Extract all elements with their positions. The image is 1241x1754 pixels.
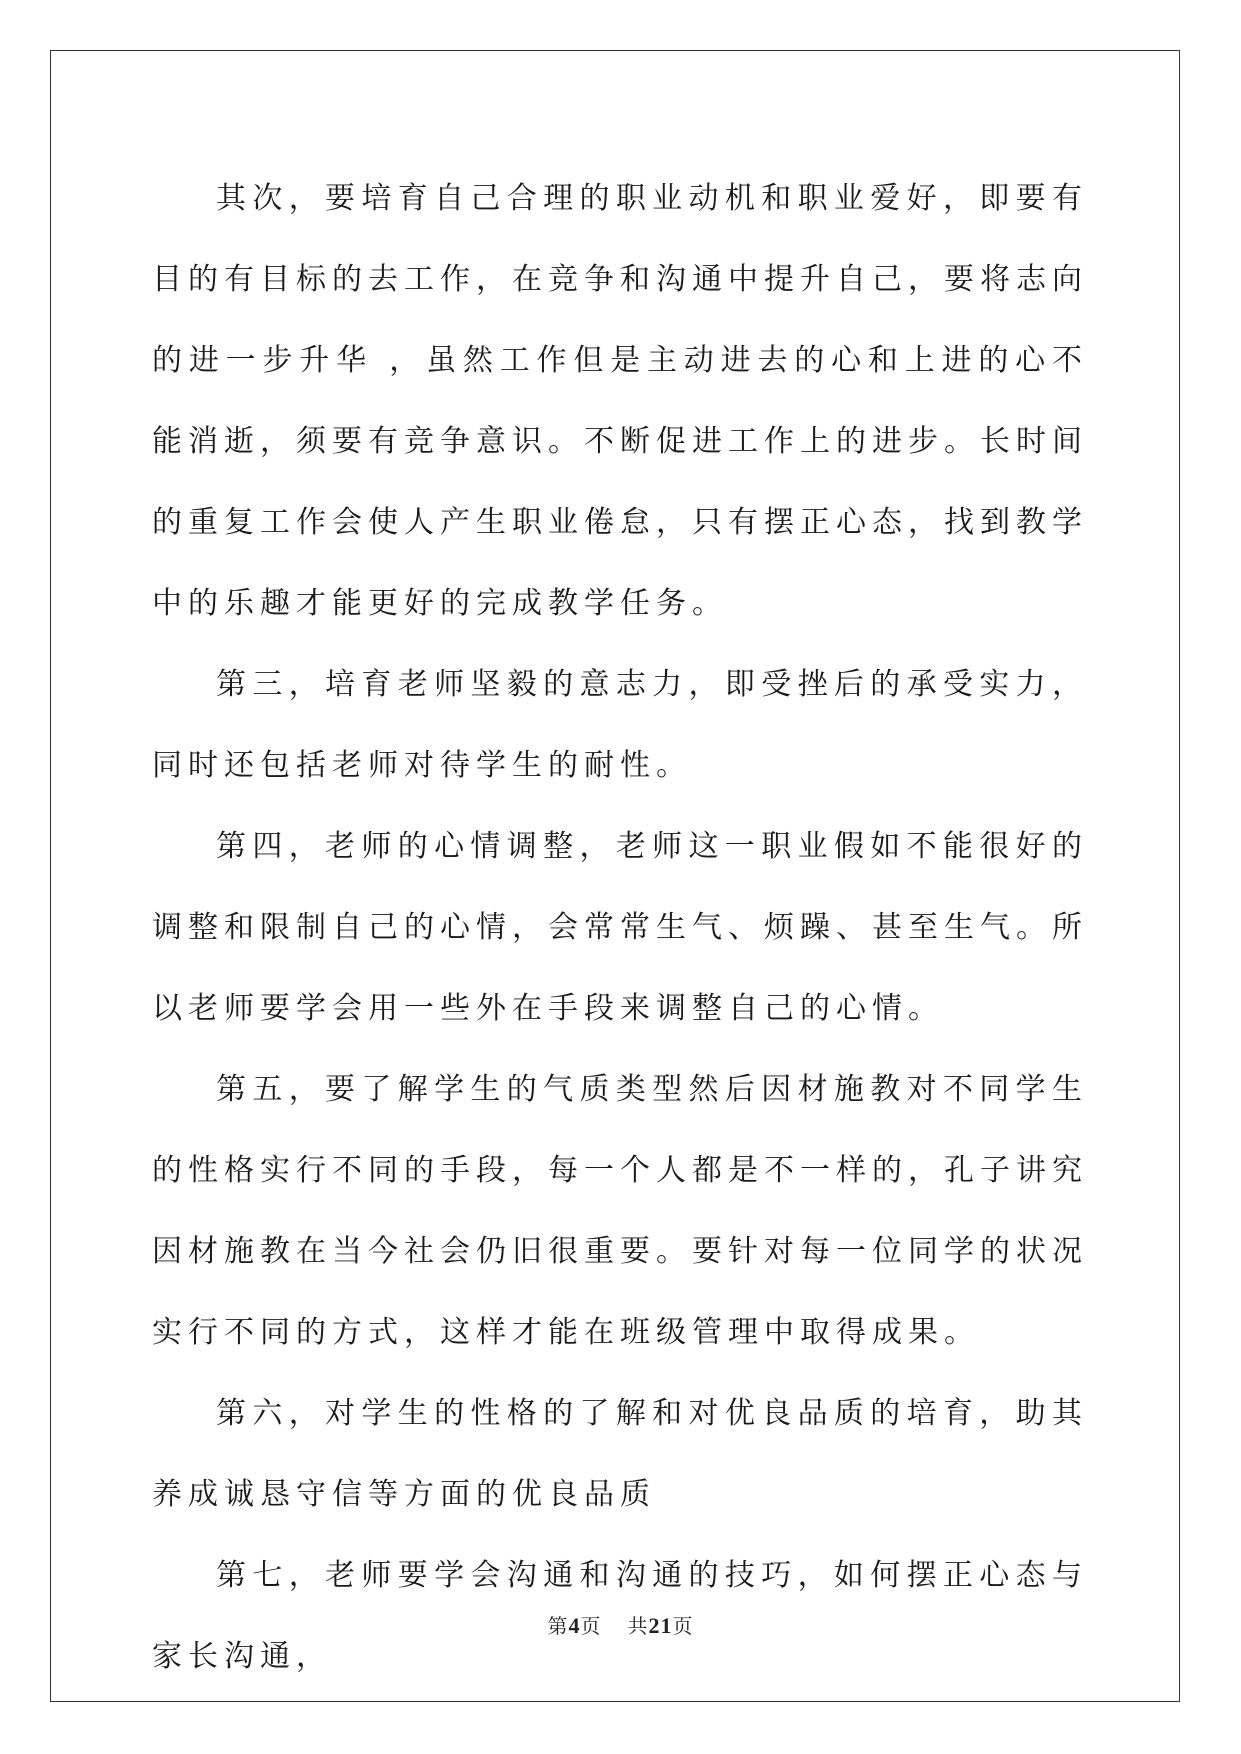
paragraph: 第七，老师要学会沟通和沟通的技巧，如何摆正心态与家长沟通，: [152, 1558, 1088, 1674]
document-body: [152, 158, 1088, 1697]
page-suffix: 页: [580, 1614, 602, 1638]
paragraph: 第六，对学生的性格的了解和对优良品质的培育，助其养成诚恳守信等方面的优良品质: [152, 1396, 1088, 1512]
paragraph: 其次，要培育自己合理的职业动机和职业爱好，即要有目的有目标的去工作，在竞争和沟通中提升自己，要将志向的进一步升华 ，虽然工作但是主动进去的心和上进的心不能消逝，须要有竞争意识。不断促进工作上的进步。长时间的重复工作会使人产生职业倦怠，只有摆正心态，找到教学中的乐趣才能更好的完成教学任务。: [152, 181, 1088, 621]
paragraph: 第三，培育老师坚毅的意志力，即受挫后的承受实力，同时还包括老师对待学生的耐性。: [152, 667, 1088, 783]
page-number: 4: [568, 1613, 581, 1638]
page-footer: [0, 1610, 1241, 1639]
paragraph: 第五，要了解学生的气质类型然后因材施教对不同学生的性格实行不同的手段，每一个人都是不一样的，孔子讲究因材施教在当今社会仍旧很重要。要针对每一位同学的状况实行不同的方式，这样才能在班级管理中取得成果。: [152, 1072, 1088, 1350]
total-prefix: 共: [627, 1614, 649, 1638]
total-suffix: 页: [672, 1614, 694, 1638]
paragraph: 第四，老师的心情调整，老师这一职业假如不能很好的调整和限制自己的心情，会常常生气、烦躁、甚至生气。所以老师要学会用一些外在手段来调整自己的心情。: [152, 829, 1088, 1026]
page-prefix: 第: [547, 1614, 569, 1638]
total-pages: 21: [648, 1613, 673, 1638]
